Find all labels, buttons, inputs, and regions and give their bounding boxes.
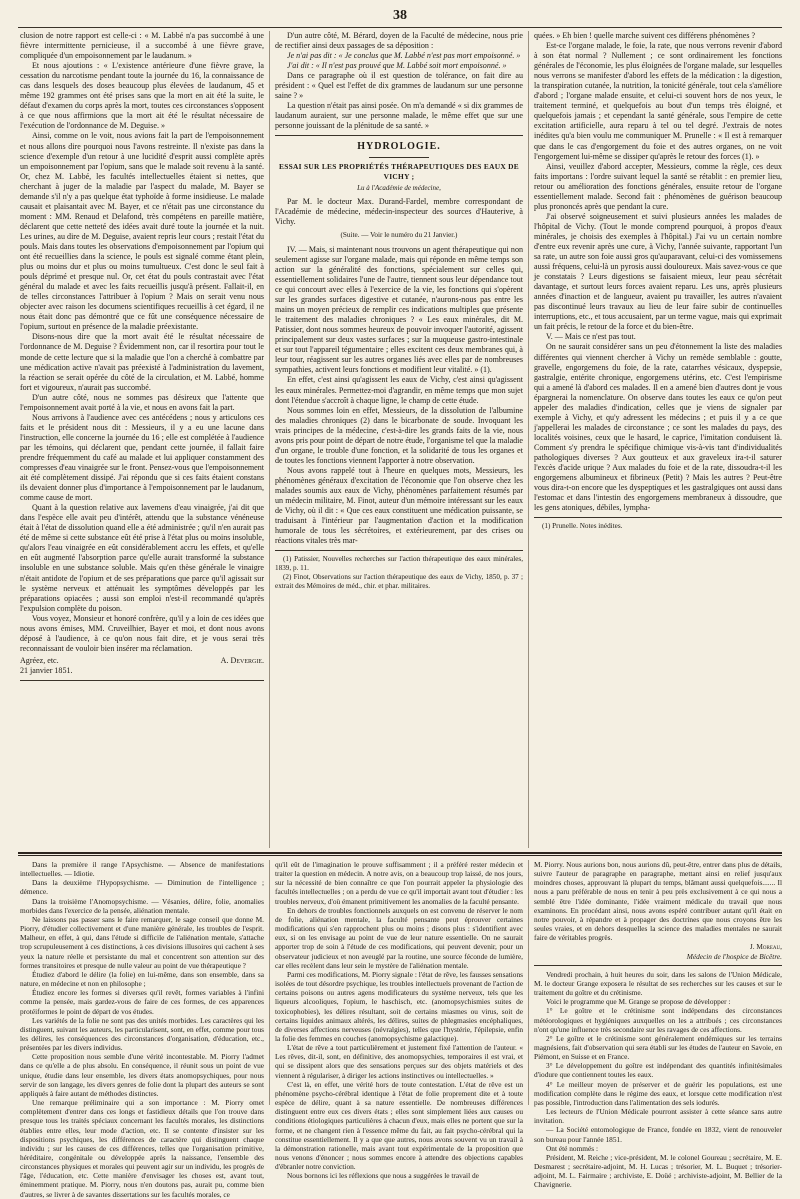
divider (20, 680, 264, 681)
lower-column-2 (275, 860, 523, 1181)
paragraph: qu'il eût de l'imagination le prouve suffisamment ; il a préféré rester médecin et traiter la question en médecin. A notre avis, on a beaucoup trop laissé, de nos jours, sur la nécessité de bien connaître ce que l'on pourrait appeler la physiologie des facultés intellectuelles ; on a perdu de vue ce qu'il importait avant tout d'étudier : les troubles nerveux, d'où émanent primitivement les anomalies de la faculté pensante. (275, 860, 523, 906)
paragraph: Une remarque préliminaire qui a son importance : M. Piorry omet complètement d'entrer dans ces longs et fastidieux détails que l'on trouve dans presque tous les traités spéciaux concernant les facultés morales, les distinctions établies entre elles, leur mode d'action, etc. Il se contente d'insister sur les dispositions psychiques, les différences de caractère qui distinguent chaque individu ; sur les causes de ces différences, telles que l'organisation primitive, héréditaire, congénitale ou développée après la naissance, l'ensemble des circonstances physiques et morales qui peuvent agir sur un individu, les progrès de l'âge, l'éducation, etc. Cette manière d'envisager les choses est, avant tout, éminemment pratique. M. Piorry, nous n'en doutons pas, aurait pu, comme bien d'autres, se livrer à de savantes dissertations sur les facultés morales, ce (20, 1098, 264, 1199)
paragraph: 3° Le développement du goître est indépendant des quantités infinitésimales d'iodure que contiennent toutes les eaux. (534, 1061, 782, 1080)
article-byline: Par M. le docteur Max. Durand-Fardel, membre correspondant de l'Académie de médecine, médecin-inspecteur des sources d'Hauterive, à Vichy. (275, 196, 523, 226)
paragraph: Cette proposition nous semble d'une vérité incontestable. M. Piorry l'admet dans ce qu'elle a de plus absolu. En conséquence, il réunit sous un point de vue unique, étudie dans leur ensemble, les divers états anomopsychiques, pour nous servir de son langage, les divers genres de folie dont la plupart des auteurs se sont appliqués à faire autant de méthodes distinctes. (20, 1052, 264, 1098)
paragraph: Nous bornons ici les réflexions que nous a suggérées le travail de (287, 1171, 479, 1181)
paragraph: Est-ce l'organe malade, le foie, la rate, que nous verrons revenir d'abord à son état normal ? Nullement ; ce sont ordinairement les fonctions générales de l'économie, les plus éloignées de l'organe malade, sur lesquelles nous verrons se manifester d'abord les effets de la médication : la digestion, la transpiration cutanée, la nutrition, la tonicité générale, tout cela s'améliore d'abord ; l'organe malade ensuite, et celui-ci souvent hors de nos yeux, le traitement terminé, et quelquefois au bout d'un temps très éloigné, et quelquefois jamais ; et cependant la santé générale, sous l'empire de cette excitation artificielle, aura reparu à tel ou tel degré. J'extrais de notes inédites qu'a bien voulu me communiquer M. Prunelle : « Il est à remarquer que dans le cas d'engorgement du foie et des autres organes, on ne voit l'engorgement lui-même se dissiper qu'après le retour des forces (1). » (534, 41, 782, 161)
article-subtitle: Lu à l'Académie de médecine, (357, 183, 441, 192)
paragraph: Parmi ces modifications, M. Piorry signale : l'état de rêve, les fausses sensations isolées de tout désordre psychique, les troubles intellectuels provenant de l'action de certains poisons ou autres agens modificateurs du système nerveux, tels que les liqueurs alcooliques, l'opium, le haschisch, etc. (anomopsychismies suites de toxicophobies), les délires résultant, soit de certains miasmes ou virus, soit de certains liquides animaux altérés, les délires, suites de phlegmasies encéphaliques, de diverses affections nerveuses (névralgies), telles que l'hystérie, l'épilepsie, enfin la folie des femmes en couches (anomopsychisme galactique). (275, 969, 523, 1043)
column-rule (269, 860, 270, 1105)
signature-name: J. Moreau, (749, 942, 782, 952)
paragraph: Disons-nous dire que la mort avait été le résultat nécessaire de l'ordonnance de M. Deguise ? Évidemment non, car il resortira pour tout le monde de cette lecture que si la maladie que l'on a cherché à combattre par une médication active n'avait pas préexisté à l'administration du lavement, la réaction se serait opérée du côté de la circulation, et M. Labbé, homme fort et vigoureux, n'aurait pas succombé. (20, 332, 264, 392)
footnotes (534, 522, 782, 531)
footnote: (1) Patissier, Nouvelles recherches sur l'action thérapeutique des eaux minérales, 1839, p. 11. (275, 555, 523, 573)
paragraph: — La Société entomologique de France, fondée en 1832, vient de renouveler son bureau pour l'année 1851. (534, 1125, 782, 1144)
paragraph: L'état de rêve a tout particulièrement et justement fixé l'attention de l'auteur. « Les rêves, dit-il, sont, en définitive, des anomopsychies, temporaires il est vrai, et qui se dissipent alors que des sensations perçues sur des objets matériels et des viennent à régulariser, à diriger les actions instinctives ou intellectuelles. » (275, 1043, 523, 1080)
paragraph: Dans ce paragraphe où il est question de tolérance, on fait dire au président : « Quel est l'effet de dix grammes de laudanum sur une personne saine ? » (275, 71, 523, 101)
paragraph: Voici le programme que M. Grange se propose de développer : (546, 997, 731, 1007)
paragraph: La question n'était pas ainsi posée. On m'a demandé « si dix grammes de laudanum auraient, sur une personne malade, le même effet que sur une personne jouissant de la plénitude de sa santé. » (275, 101, 523, 131)
column-rule (528, 860, 529, 1105)
paragraph: On ne saurait considérer sans un peu d'étonnement la liste des maladies différentes qui viennent chercher à Vichy un remède semblable : goutte, gravelle, engorgemens du foie, de la rate, catarrhes vésicaux, dyspepsie, gastralgie, entérite chronique, engorgemens utérins, etc. C'est l'empirisme qui a amené là d'abord ces malades. Il en a amené bien d'autres dont je vous épargnerai la nomenclature. On observe dans toutes les eaux ce qu'on peut appeler des maladies d'indication, celles que je viens de signaler par exemple à Vichy, et qu'y adressent les médecins ; et puis il y a ce que j'appellerai les malades de circonstance ; ce sont les malades du pays, des localités voisines, ceux que le hasard, le caprice, l'imitation conduisent là. Comment s'y prendra le spécifique chimique vis-à-vis tant d'individualités pathologiques diverses ? Aux goutteux et aux graveleux ira-t-il saturer l'excès d'acide urique ? Aux malades du foie et de la rate, dissoudra-t-il les engorgemens albumineux et fibrineux (Petit) ? Mais les autres ? Peut-être vous dira-t-on encore que les dyspeptiques et les gastralgiques ont aussi dans l'estomac et dans l'intestin des engorgemens membraneux à dissoudre, que les gens atoniques, débiles, lympha- (534, 342, 782, 513)
paragraph: En dehors de troubles fonctionnels auxquels on est convenu de réserver le nom de folie, aliénation mentale, la faculté pensante peut éprouver certaines modifications qui s'en rapprochent plus ou moins ; disons plus : s'identifient avec eux, si on les envisage au point de vue de leur nature essentielle. On ne saurait apporter trop de soin à l'étude de ces modifications, qui peuvent devenir, pour un observateur judicieux et non aveuglé par la routine, une source féconde de lumière, car elles recèlent dans leur sein le mystère de l'aliénation mentale. (275, 905, 523, 970)
paragraph: Nous avons rappelé tout à l'heure en quelques mots, Messieurs, les phénomènes généraux d'excitation de l'économie que l'on observe chez les malades soumis aux eaux de Vichy, phénomènes parfaitement résumés par un médecin militaire, M. Finot, auteur d'un mémoire intéressant sur les eaux de Vichy, où il dit : « Que ces eaux constituent une médication puissante, se traduisant à l'intérieur par l'augmentation d'action et la modification humorale de tous les sécrétoires, et extérieurement, par des crises ou réactions vitales très mar- (275, 465, 523, 546)
paragraph: En effet, c'est ainsi qu'agissent les eaux de Vichy, c'est ainsi qu'agissent les eaux minérales. Permettez-moi d'agrandir, en même temps que mon sujet dont l'étendue s'accroît à chaque ligne, le champ de cette étude. (275, 375, 523, 405)
paragraph: Les lecteurs de l'Union Médicale pourront assister à cette séance sans autre invitation. (534, 1107, 782, 1126)
divider (534, 965, 782, 966)
paragraph: Dans la troisième l'Anomopsychisme. — Vésanies, délire, folie, anomalies morbides dans l'exercice de la pensée, aliénation mentale. (20, 896, 264, 915)
paragraph: quées. » Eh bien ! quelle marche suivent ces différens phénomènes ? (534, 31, 756, 40)
closing-formula: Agréez, etc. (20, 655, 59, 665)
column-rule (269, 31, 270, 848)
paragraph: J'ai dit : « Il n'est pas prouvé que M. Labbé soit mort empoisonné. » (287, 61, 507, 71)
paragraph: D'un autre côté, nous ne sommes pas désireux que l'attente que l'empoisonnement avait porté à la vie, et nous en avons fait la part. (20, 392, 264, 412)
lower-column-1 (20, 860, 264, 1199)
paragraph: 4° Le meilleur moyen de préserver et de guérir les populations, est une modification complète dans le régime des eaux, et lorsque cette modification n'est pas possible, l'introduction dans l'alimentation des sels iodurés. (534, 1079, 782, 1107)
paragraph: IV. — Mais, si maintenant nous trouvons un agent thérapeutique qui non seulement agisse sur l'organe malade, mais qui réponde en même temps son action sur la généralité des fonctions, spécialement sur celles qui, essentiellement solidaires l'une de l'autre, tiennent sous leur dépendance tout ce qui concourt avec elles à l'exercice de la vie, les fonctions qui s'opèrent sur les grandes surfaces digestive et cutanée, n'aurons-nous pas entre les mains un moyen précieux de remplir ces indications multiples que présente le traitement des maladies chroniques ? « Les eaux minérales, dit M. Patissier, dont nous sommes heureux de pouvoir invoquer l'autorité, agissent principalement sur deux vastes surfaces ; sur la muqueuse gastro-intestinale et sur tout l'appareil tégumentaire ; elles excitent ces deux membranes qui, à leur tour, réagissent sur les autres organes liés avec elles par de nombreuses sympathies, activent leurs fonctions et modifient leur vitalité. » (1). (275, 244, 523, 375)
footnote-rule (534, 517, 782, 518)
column-1 (20, 31, 264, 848)
letter-date: 21 janvier 1851. (20, 665, 73, 675)
paragraph: Étudiez encore les formes si diverses qu'il revêt, formes variables à l'infini comme la pensée, mais gardez-vous de faire de ces formes, de ces apparences protéiformes le point de départ de vos études. (20, 988, 264, 1016)
paragraph: clusion de notre rapport est celle-ci : « M. Labbé n'a pas succombé à une fièvre intermittente pernicieuse, il a succombé à une fièvre grave, compliquée d'un empoisonnement par le laudanum. » (20, 31, 264, 61)
footnotes (275, 555, 523, 590)
paragraph: 1° Le goître et le crétinisme sont indépendans des circonstances météorologiques et hygiéniques auxquelles on les a attribués ; ces circonstances n'ont qu'une influence très secondaire sur les ravages de ces affections. (534, 1006, 782, 1034)
column-2 (275, 31, 523, 848)
footnote-rule (275, 550, 523, 551)
paragraph: Ne laissons pas passer sans le faire remarquer, le sage conseil que donne M. Piorry, d'étudier collectivement et d'une manière générale, les troubles de l'esprit. Malheur, en effet, à qui, dans l'étude si difficile de l'aliénation mentale, s'attache trop scrupuleusement à ces distinctions, à ces divisions illusoires qui cachent à ses yeux la nature réelle et persistante du mal et concentrent son attention sur des formes transitoires et presque de nulle valeur au point de vue thérapeutique ? (20, 914, 264, 970)
paragraph: Vendredi prochain, à huit heures du soir, dans les salons de l'Union Médicale, M. le docteur Grange exposera le résultat de ses recherches sur les causes et sur le traitement du goître et du crétinisme. (534, 969, 782, 998)
column-3 (534, 31, 782, 848)
signature-title: Médecin de l'hospice de Bicêtre. (686, 951, 782, 961)
article-title: ESSAI SUR LES PROPRIÉTÉS THÉRAPEUTIQUES DES EAUX DE VICHY ; (278, 161, 520, 181)
paragraph: Les variétés de la folie ne sont pas des unités morbides. Les caractères qui les distinguent, suivant les auteurs, les particularisent, sont, en effet, comme pour tous les délires, les conséquences des circonstances d'organisation, d'éducation, etc., présentées par les divers individus. (20, 1015, 264, 1053)
paragraph: Je n'ai pas dit : « Je conclus que M. Labbé n'est pas mort empoisonné. » (287, 51, 521, 61)
paragraph: Vous voyez, Monsieur et honoré confrère, qu'il y a loin de ces idées que nous avons émises, MM. Cruveilhier, Bayer et moi, et dont nous avons déposé à l'audience, à ce qu'on nous fait dire, et je vous serai très reconnaissant de vouloir bien insérer ma réclamation. (20, 613, 264, 653)
section-title: HYDROLOGIE. (357, 141, 441, 153)
signature-name: A. Devergie. (220, 655, 264, 665)
paragraph: Nous arrivons à l'audience avec ces antécédens ; nous y articulons ces faits et le président nous dit : Messieurs, il y a eu une lacune dans l'instruction, elle concerne la journée du 16 ; elle est complétée à l'audience par les témoins, qui déclarent que, pendant cette journée, il fallait faire prendre fréquemment du café au malade et lui appliquer constamment des compresses d'eau vinaigrée sur le front. Pensez-vous que l'empoisonnement ait été complètement dissipé. J'ai répondu que si ces faits étaient constans ils devaient donner plus d'importance à l'empoisonnement par le laudanum, comme cause de mort. (20, 412, 264, 503)
column-rule (528, 31, 529, 848)
footnote: (1) Prunelle. Notes inédites. (542, 522, 623, 531)
section-separator (18, 852, 782, 854)
lower-column-3 (534, 860, 782, 1190)
paragraph: Nous sommes loin en effet, Messieurs, de la dissolution de l'albumine des maladies chroniques (2) dans le bicarbonate de soude. Invoquant les vrais principes de la médecine, c'est-à-dire les grands faits de la vie, nous avons pris pour point de départ de notre étude, l'organisme tel que la maladie d'un organe, le trouble d'une fonction, et la solidarité de tous les organes et de toutes les fonctions viennent l'apporter à notre observation. (275, 405, 523, 465)
divider (275, 135, 523, 136)
paragraph: Et nous ajoutions : « L'existence antérieure d'une fièvre grave, la cessation du narcotisme pendant toute la journée du 16, la connaissance de cas dans lesquels des doses beaucoup plus élevées de laudanum, 45 et même 192 grammes ont été prises sans que la mort en ait été la suite, le défaut d'examen du corps après la mort, toutes ces circonstances s'opposent à ce que nous affirmions que la mort ait été le résultat nécessaire de l'exécution de l'ordonnance de M. Deguise. » (20, 61, 264, 131)
paragraph: Quant à la question relative aux lavemens d'eau vinaigrée, j'ai dit que dans l'espèce elle avait peu d'intérêt, attendu que la substance vénéneuse était à l'état de dissolution quand elle a été administrée ; qu'il n'en aurait pas été de même si cette substance eût été prise à l'état plus ou moins insoluble, qu'alors l'eau vinaigrée en eût considérablement accru les effets, et qu'elle en eût augmenté l'absorption parce qu'elle aurait transformé la substance insoluble en une substance soluble. Mais qu'en thèse générale le vinaigre n'était antidote de l'opium et de ses préparations que parce qu'il agissait sur le système nerveux et atténuait les symptômes développés par les préparations opiacées ; aussi son emploi n'est-il recommandé qu'après l'expulsion complète du poison. (20, 503, 264, 613)
page-number: 38 (393, 8, 407, 23)
paragraph: Dans la deuxième l'Hypopsychisme. — Diminution de l'intelligence ; démence. (20, 878, 264, 897)
continuation-note: (Suite. — Voir le numéro du 21 Janvier.) (340, 230, 458, 239)
paragraph: Étudiez d'abord le délire (la folie) en lui-même, dans son ensemble, dans sa nature, en médecine et non en philosophe ; (20, 969, 264, 989)
paragraph: Dans la première il range l'Apsychisme. — Absence de manifestations intellectuelles. — Idiotie. (20, 860, 264, 879)
paragraph: D'un autre côté, M. Bérard, doyen de la Faculté de médecine, nous prie de rectifier ainsi deux passages de sa déposition : (275, 31, 523, 51)
paragraph: M. Piorry. Nous aurions bon, nous aurions dû, peut-être, entrer dans plus de détails, suivre l'auteur de paragraphe en paragraphe, mettant ainsi en relief jusqu'aux moindres choses, approuvant là plupart du temps, blâmant aussi quelquefois....... Il nous a paru préférable de nous en tenir à peu près exclusivement à ce qui nous a semblé être l'idée dominante, l'idée vraiment médicale du travail que nous examinons. En procédant ainsi, nous avons espéré contribuer autant qu'il était en notre pouvoir, à répandre et à propager des doctrines que nous croyons être les seules vraies, et en dehors desquelles la science des maladies mentales ne saurait faire de véritables progrès. (534, 860, 782, 943)
divider (369, 157, 429, 158)
paragraph: V. — Mais ce n'est pas tout. (546, 332, 636, 342)
paragraph: Ont été nommés : (546, 1143, 599, 1153)
paragraph: Ainsi, veuillez d'abord accepter, Messieurs, comme la règle, ces deux faits importans : l'ordre suivant lequel la santé se rétablit : en premier lieu, retour ou amélioration des fonctions générales, ensuite retour de l'organe essentiellement malade. Second fait : phénomènes de guérison beaucoup plus prononcés après que pendant la cure. (534, 161, 782, 211)
paragraph: Ainsi, comme on le voit, nous avions fait la part de l'empoisonnement et nous allons dire pourquoi nous l'avons restreinte. Il n'existe pas dans la science d'exemple d'un retour à une lucidité d'esprit aussi complète après un empoisonnement par l'opium, sans que le malade soit revenu à la santé. Or, chez M. Labbé, les facultés intellectuelles étaient si nettes, que cherchant à juger de la maladie par l'aspect du malade, M. Bayer se demande s'il n'y a pas quelque état typhoïde à forme insidieuse. Le malade causait et plaisantait avec M. Bayer, et ce n'était pas une circonstance du moment : MM. Renaud et Delafond, très compétens en pareille matière, déclarent que cette netteté des idées avait duré toute la journée et la nuit. Les urines, au dire de M. Deguise, avaient repris leur cours ; restait l'état du pouls. Mais dans toutes les observations d'empoisonnement par l'opium qui ont été recueillies dans la science, le pouls est signalé comme étant plein, plus ou moins dur et plus ou moins tumultueux. C'est donc le seul fait à pouls déprimé et presque nul. Or, cet état du pouls contrastait avec l'état général du malade et avec les faits recueillis jusqu'à présent. Fallait-il, en de telles circonstances l'attribuer à l'opium ? Mais on serait venu nous objecter avec raison les documens scientifiques recueillis à cet égard, il ne nous était donc pas démontré que ce fût une conséquence nécessaire de l'opium, surtout en présence de la maladie préexistante. (20, 131, 264, 332)
paragraph: C'est là, en effet, une vérité hors de toute contestation. L'état de rêve est un phénomène psycho-cérébral identique à l'état de folie proprement dite et à toute espèce de délire, quant à sa nature essentielle. De nombreuses différences distinguent entre eux ces divers états ; elles sont simplement liées aux causes ou conditions étiologiques particulières à chacun d'eux, mais elles ne portent que sur la forme, et ne changent rien à l'essence même du fait, au fait psycho-cérébral qui la constitue essentiellement. Il y a que que autres, nous avons souvent vu un travail à la démonstration rationelle, mais avant tout expérimentale de la proposition que nous venons d'énoncer ; nous sommes encore à attendre des objections capables d'ébranler notre conviction. (275, 1079, 523, 1172)
footnote: (2) Finot, Observations sur l'action thérapeutique des eaux de Vichy, 1850, p. 37 ; extrait des Mémoires de méd., chir. et phar. militaires. (275, 572, 523, 590)
section-separator (18, 855, 782, 856)
signature-row (20, 656, 264, 666)
paragraph: J'ai observé soigneusement et suivi plusieurs années les malades de l'hôpital de Vichy. (Tout le monde comprend pourquoi, à propos d'eaux minérales, je choisis des exemples à l'hôpital.) J'ai vu un certain nombre d'entre eux revenir après une cure, à Vichy, l'année suivante, rapportant l'un sa rate, un autre son foie aussi gros qu'auparavant, celui-ci des vomissemens aussi fréquens, celui-là un pyrosis aussi douloureux. Mais savez-vous ce que je constatais ? Leurs digestions se faisaient mieux, leur peau sécrétait davantage, et surtout leurs forces avaient reparu. Les uns, après plusieurs années d'inaction et de langueur, avaient pu travailler, les autres n'avaient pas discontinué leurs travaux au lieu de leur faire subir de continuelles interruptions, etc., et tous accusaient, par un terme vague, mais qui exprimait un fait précis, le retour de la force et du bien-être. (534, 211, 782, 332)
header-rule (18, 27, 782, 28)
paragraph: 2° Le goître et le crétinisme sont généralement endémiques sur les terrains magnésiens, fait d'observation qui sera établi sur les études de l'auteur en Savoie, en Piémont, en Suisse et en France. (534, 1033, 782, 1062)
paragraph: Président, M. Reiche ; vice-président, M. le colonel Goureau ; secrétaire, M. E. Desmarest ; secrétaire-adjoint, M. H. Lucas ; trésorier, M. L. Buquet ; trésorier-adjoint, M. L. Fairmaire ; archiviste, E. Doüé ; archiviste-adjoint, M. Bellier de la Chavignerie. (534, 1152, 782, 1190)
